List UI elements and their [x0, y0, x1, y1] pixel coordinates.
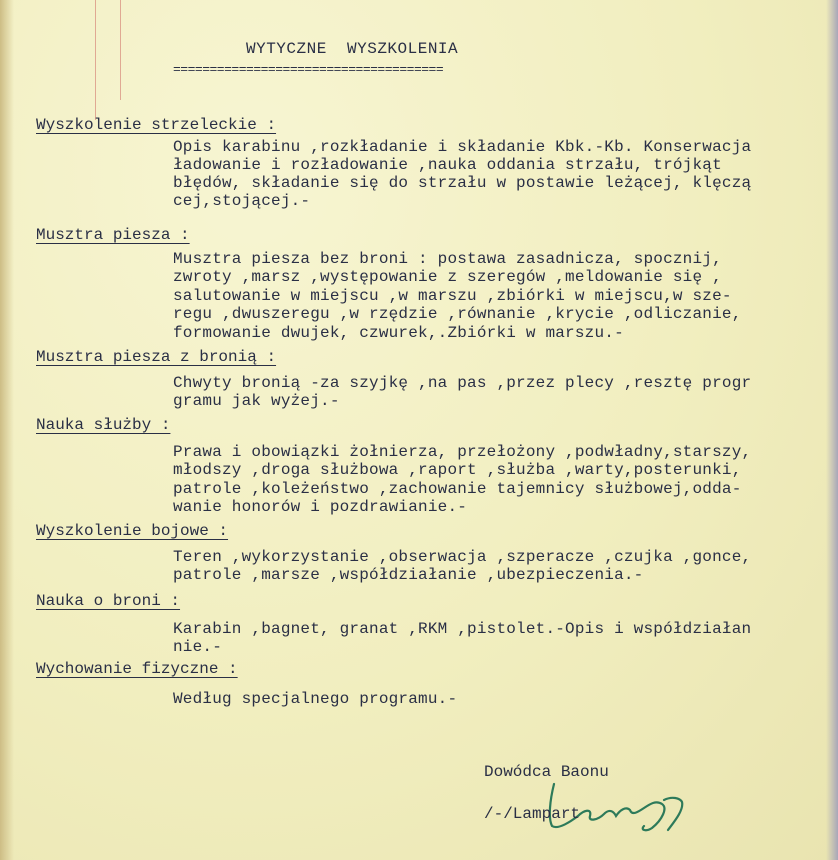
paper-edge-left: [0, 0, 14, 860]
section-line: wanie honorów i pozdrawianie.-: [173, 498, 468, 516]
section-heading: Wyszkolenie strzeleckie :: [36, 116, 277, 134]
document-title: WYTYCZNE WYSZKOLENIA: [246, 40, 459, 58]
section-line: młodszy ,droga służbowa ,raport ,służba ,warty,posterunki,: [173, 461, 742, 479]
section-line: cej,stojącej.-: [173, 192, 311, 210]
section-heading: Musztra piesza :: [36, 226, 190, 244]
section-heading: Nauka służby :: [36, 416, 171, 434]
section-heading: Wychowanie fizyczne :: [36, 660, 238, 678]
section-line: Opis karabinu ,rozkładanie i składanie Kbk.-Kb. Konserwacja: [173, 138, 752, 156]
section-heading: Wyszkolenie bojowe :: [36, 522, 229, 540]
section-line: salutowanie w miejscu ,w marszu ,zbiórki w miejscu,w sze-: [173, 287, 732, 305]
signature-title: Dowódca Baonu: [484, 763, 609, 781]
section-line: Chwyty bronią -za szyjkę ,na pas ,przez plecy ,resztę progr: [173, 374, 752, 392]
red-crease-mark: [120, 0, 121, 100]
section-line: Według specjalnego programu.-: [173, 690, 458, 708]
section-heading: Nauka o broni :: [36, 592, 181, 610]
section-line: gramu jak wyżej.-: [173, 392, 340, 410]
section-line: patrole ,koleżeństwo ,zachowanie tajemnicy służbowej,odda-: [173, 480, 742, 498]
section-line: regu ,dwuszeregu ,w rzędzie ,równanie ,krycie ,odliczanie,: [173, 305, 742, 323]
section-line: formowanie dwujek, czwurek,.Zbiórki w marszu.-: [173, 324, 624, 342]
paper-edge-right: [826, 0, 838, 860]
section-line: nie.-: [173, 638, 223, 656]
section-line: zwroty ,marsz ,występowanie z szeregów ,meldowanie się ,: [173, 268, 722, 286]
section-heading: Musztra piesza z bronią :: [36, 348, 277, 366]
section-line: Prawa i obowiązki żołnierza, przełożony ,podwładny,starszy,: [173, 443, 752, 461]
section-line: patrole ,marsze ,współdziałanie ,ubezpieczenia.-: [173, 566, 644, 584]
title-underline-rule: =====================================: [173, 62, 444, 77]
section-line: Musztra piesza bez broni : postawa zasadnicza, spocznij,: [173, 250, 722, 268]
section-line: ładowanie i rozładowanie ,nauka oddania strzału, trójkąt: [173, 156, 722, 174]
section-line: Teren ,wykorzystanie ,obserwacja ,szperacze ,czujka ,gonce,: [173, 548, 752, 566]
signature-name: /-/Lampart: [484, 805, 581, 823]
section-line: Karabin ,bagnet, granat ,RKM ,pistolet.-Opis i współdziałan: [173, 620, 752, 638]
red-crease-mark: [95, 0, 96, 120]
section-line: błędów, składanie się do strzału w postawie leżącej, klęczą: [173, 174, 752, 192]
